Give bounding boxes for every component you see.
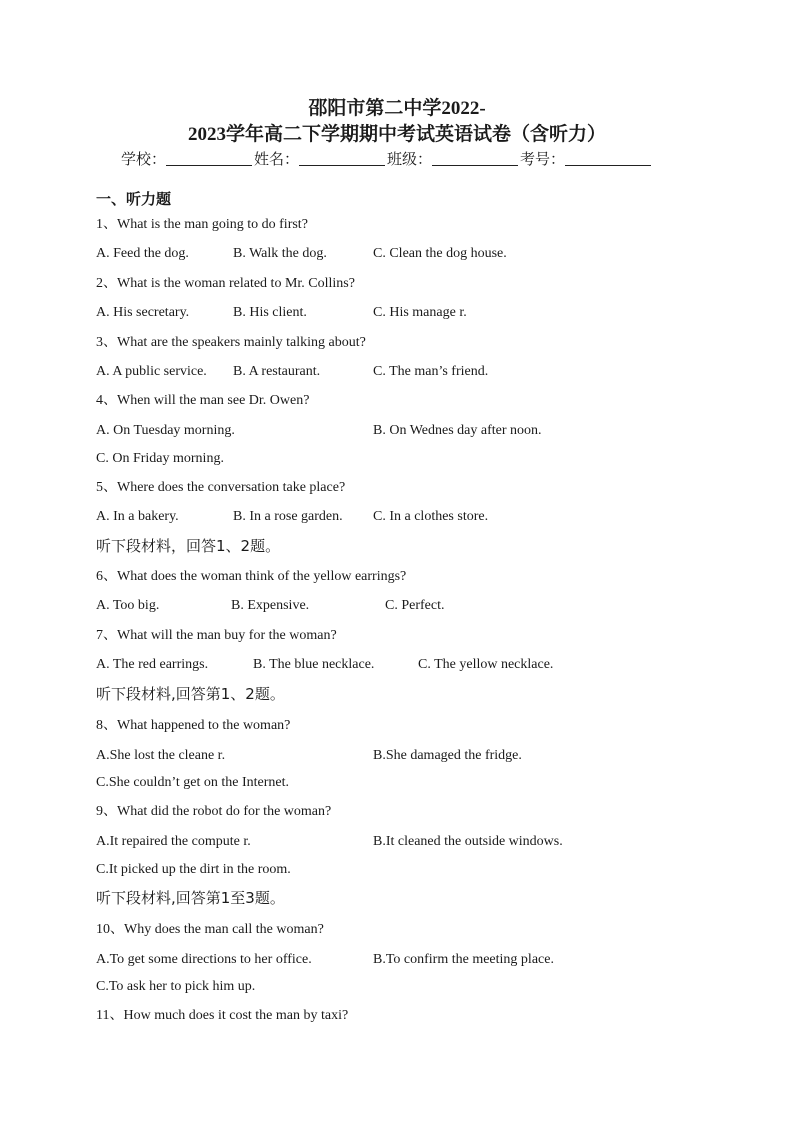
question-stem-6: 6、What does the woman think of the yellow earrings?: [96, 569, 407, 584]
exam-number-label: 考号：: [520, 152, 566, 168]
question-9-option-c: C.It picked up the dirt in the room.: [96, 862, 291, 877]
question-3-option-b: B. A restaurant.: [233, 364, 321, 379]
instruction-2: 听下段材料,回答第1、2题。: [96, 685, 285, 703]
school-blank[interactable]: [166, 151, 252, 166]
question-stem-9: 9、What did the robot do for the woman?: [96, 804, 332, 819]
question-7-option-a: A. The red earrings.: [96, 657, 209, 672]
section-heading-listening: 一、听力题: [96, 192, 172, 208]
question-1-option-c: C. Clean the dog house.: [373, 246, 507, 261]
question-10-option-a: A.To get some directions to her office.: [96, 952, 312, 967]
instruction-3: 听下段材料,回答第1至3题。: [96, 889, 285, 907]
question-stem-7: 7、What will the man buy for the woman?: [96, 628, 337, 643]
question-2-option-c: C. His manage r.: [373, 305, 467, 320]
question-7-option-c: C. The yellow necklace.: [418, 657, 554, 672]
question-8-option-c: C.She couldn’t get on the Internet.: [96, 775, 289, 790]
question-4-option-b: B. On Wednes day after noon.: [373, 423, 542, 438]
question-1-option-b: B. Walk the dog.: [233, 246, 327, 261]
question-5-option-b: B. In a rose garden.: [233, 509, 343, 524]
question-5-option-c: C. In a clothes store.: [373, 509, 489, 524]
question-stem-2: 2、What is the woman related to Mr. Collins?: [96, 276, 355, 291]
question-stem-1: 1、What is the man going to do first?: [96, 217, 308, 232]
question-6-option-a: A. Too big.: [96, 598, 160, 613]
question-4-option-c: C. On Friday morning.: [96, 451, 224, 466]
class-blank[interactable]: [432, 151, 518, 166]
question-3-option-c: C. The man’s friend.: [373, 364, 489, 379]
question-stem-10: 10、Why does the man call the woman?: [96, 922, 324, 937]
question-6-option-b: B. Expensive.: [231, 598, 310, 613]
question-7-option-b: B. The blue necklace.: [253, 657, 375, 672]
question-8-option-a: A.She lost the cleane r.: [96, 748, 226, 763]
question-10-option-b: B.To confirm the meeting place.: [373, 952, 554, 967]
question-1-option-a: A. Feed the dog.: [96, 246, 189, 261]
question-stem-5: 5、Where does the conversation take place?: [96, 480, 346, 495]
question-9-option-a: A.It repaired the compute r.: [96, 834, 251, 849]
question-stem-4: 4、When will the man see Dr. Owen?: [96, 393, 310, 408]
exam-title-line1: 邵阳市第二中学2022-: [308, 98, 486, 119]
class-label: 班级：: [387, 152, 433, 168]
question-stem-8: 8、What happened to the woman?: [96, 718, 291, 733]
question-6-option-c: C. Perfect.: [385, 598, 445, 613]
question-stem-11: 11、How much does it cost the man by taxi?: [96, 1008, 349, 1023]
exam-title-line2: 2023学年高二下学期期中考试英语试卷（含听力）: [187, 124, 606, 145]
name-blank[interactable]: [299, 151, 385, 166]
school-label: 学校：: [121, 152, 167, 168]
exam-number-blank[interactable]: [565, 151, 651, 166]
question-4-option-a: A. On Tuesday morning.: [96, 423, 235, 438]
student-info-line: [121, 149, 653, 171]
question-8-option-b: B.She damaged the fridge.: [373, 748, 522, 763]
question-stem-3: 3、What are the speakers mainly talking about?: [96, 335, 366, 350]
question-2-option-b: B. His client.: [233, 305, 307, 320]
question-5-option-a: A. In a bakery.: [96, 509, 179, 524]
name-label: 姓名：: [254, 152, 300, 168]
question-10-option-c: C.To ask her to pick him up.: [96, 979, 256, 994]
question-2-option-a: A. His secretary.: [96, 305, 190, 320]
question-9-option-b: B.It cleaned the outside windows.: [373, 834, 563, 849]
question-3-option-a: A. A public service.: [96, 364, 207, 379]
instruction-1: 听下段材料，回答1、2题。: [96, 537, 281, 555]
